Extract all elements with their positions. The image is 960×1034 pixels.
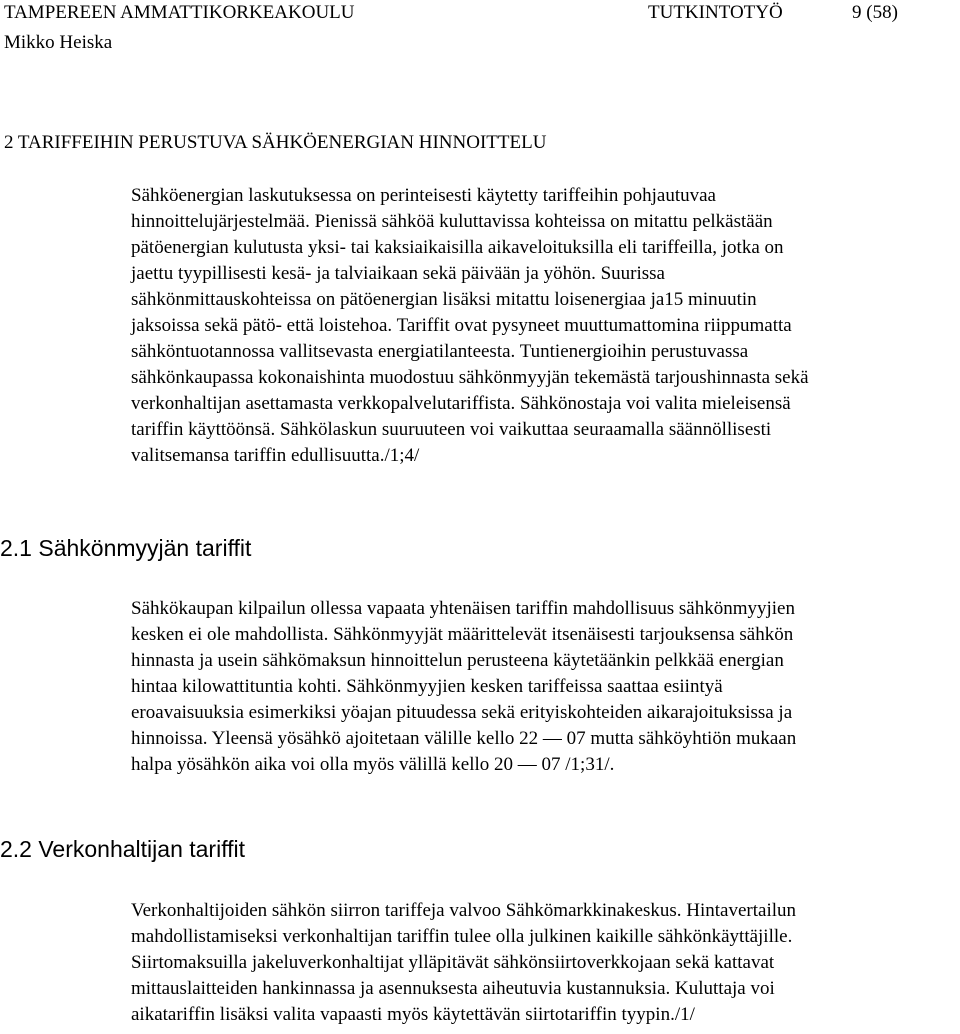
- section-2-heading: 2 TARIFFEIHIN PERUSTUVA SÄHKÖENERGIAN HINNOITTELU: [4, 132, 547, 153]
- paragraph-line: hinnoittelujärjestelmää. Pienissä sähköä kuluttavissa kohteissa on mitattu pelkästään: [131, 211, 773, 232]
- paragraph-line: sähköntuotannossa vallitsevasta energiatilanteesta. Tuntienergioihin perustuvassa: [131, 341, 749, 362]
- paragraph-line: halpa yösähkön aika voi olla myös välillä kello 20 — 07 /1;31/.: [131, 754, 615, 775]
- paragraph-line: verkonhaltijan asettamasta verkkopalvelutariffista. Sähkönostaja voi valita mieleisensä: [131, 393, 791, 414]
- header-page-number: 9 (58): [852, 2, 898, 23]
- paragraph-line: Sähköenergian laskutuksessa on perinteisesti käytetty tariffeihin pohjautuvaa: [131, 185, 716, 206]
- paragraph-line: hinnasta ja usein sähkömaksun hinnoittelun perusteena käytetäänkin pelkkää energian: [131, 650, 784, 671]
- header-doc-type: TUTKINTOTYÖ: [648, 2, 783, 23]
- paragraph-line: Sähkökaupan kilpailun ollessa vapaata yhtenäisen tariffin mahdollisuus sähkönmyyjien: [131, 598, 795, 619]
- section-2-paragraph: [131, 183, 951, 469]
- paragraph-line: eroavaisuuksia esimerkiksi yöajan pituudessa sekä erityiskohteiden aikarajoituksissa ja: [131, 702, 793, 723]
- section-2-2-paragraph: [131, 898, 951, 1028]
- header-author: Mikko Heiska: [4, 32, 113, 53]
- paragraph-line: hintaa kilowattituntia kohti. Sähkönmyyjien kesken tariffeissa saattaa esiintyä: [131, 676, 723, 697]
- paragraph-line: kesken ei ole mahdollista. Sähkönmyyjät määrittelevät itsenäisesti tarjouksensa sähkön: [131, 624, 794, 645]
- paragraph-line: pätöenergian kulutusta yksi- tai kaksiaikaisilla aikaveloituksilla eli tariffeilla, jotka on: [131, 237, 784, 258]
- paragraph-line: sähkönmittauskohteissa on pätöenergian lisäksi mitattu loisenergiaa ja15 minuutin: [131, 289, 757, 310]
- paragraph-line: mahdollistamiseksi verkonhaltijan tariffin tulee olla julkinen kaikille sähkönkäyttäjille.: [131, 926, 793, 947]
- section-2-2-heading: 2.2 Verkonhaltijan tariffit: [0, 836, 246, 862]
- paragraph-line: valitsemansa tariffin edullisuutta./1;4/: [131, 445, 420, 466]
- paragraph-line: tariffin käyttöönsä. Sähkölaskun suuruuteen voi vaikuttaa seuraamalla säännöllisesti: [131, 419, 772, 440]
- section-2-1-heading: 2.1 Sähkönmyyjän tariffit: [0, 535, 252, 561]
- section-2-1-paragraph: [131, 596, 951, 778]
- paragraph-line: sähkönkaupassa kokonaishinta muodostuu sähkönmyyjän tekemästä tarjoushinnasta sekä: [131, 367, 809, 388]
- paragraph-line: jaksoissa sekä pätö- että loistehoa. Tariffit ovat pysyneet muuttumattomina riippumatta: [131, 315, 792, 336]
- header-school: TAMPEREEN AMMATTIKORKEAKOULU: [4, 2, 355, 23]
- paragraph-line: Siirtomaksuilla jakeluverkonhaltijat ylläpitävät sähkönsiirtoverkkojaan sekä kattavat: [131, 952, 775, 973]
- paragraph-line: Verkonhaltijoiden sähkön siirron tariffeja valvoo Sähkömarkkinakeskus. Hintavertailun: [131, 900, 797, 921]
- paragraph-line: jaettu tyypillisesti kesä- ja talviaikaan sekä päivään ja yöhön. Suurissa: [131, 263, 665, 284]
- paragraph-line: hinnoissa. Yleensä yösähkö ajoitetaan välille kello 22 — 07 mutta sähköyhtiön mukaan: [131, 728, 797, 749]
- paragraph-line: mittauslaitteiden hankinnassa ja asennuksesta aiheutuvia kustannuksia. Kuluttaja voi: [131, 978, 775, 999]
- paragraph-line: aikatariffin lisäksi valita vapaasti myös käytettävän siirtotariffin tyypin./1/: [131, 1004, 695, 1025]
